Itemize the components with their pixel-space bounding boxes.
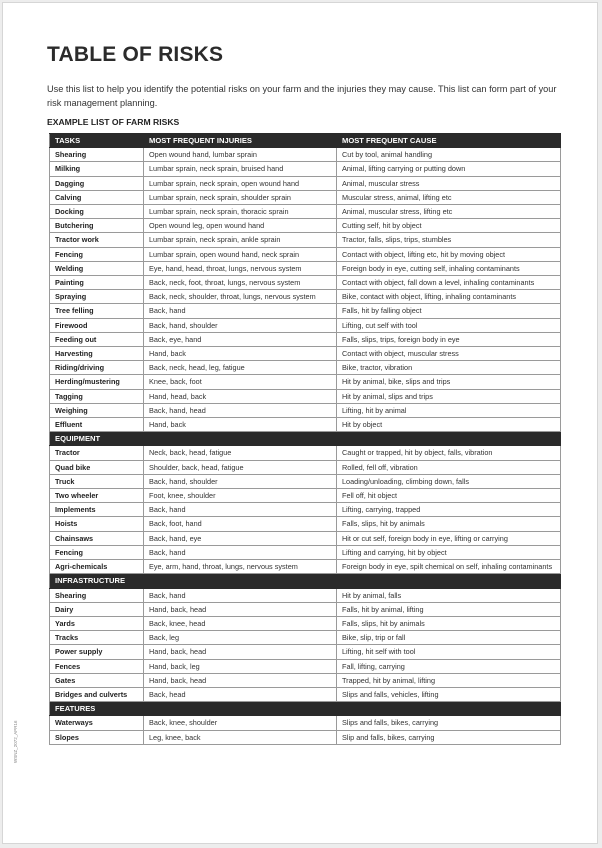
table-row xyxy=(50,460,561,474)
section-title: FEATURES xyxy=(50,702,144,716)
table-row xyxy=(50,474,561,488)
section-title: EQUIPMENT xyxy=(50,432,144,446)
header-cause: MOST FREQUENT CAUSE xyxy=(337,134,561,148)
table-row xyxy=(50,176,561,190)
task-cell: Calving xyxy=(50,190,144,204)
task-cell: Tagging xyxy=(50,389,144,403)
table-body xyxy=(50,148,561,745)
cause-cell: Contact with object, muscular stress xyxy=(337,347,561,361)
header-tasks: TASKS xyxy=(50,134,144,148)
injuries-cell: Back, neck, foot, throat, lungs, nervous system xyxy=(144,276,337,290)
cause-cell: Fell off, hit object xyxy=(337,489,561,503)
cause-cell: Fall, lifting, carrying xyxy=(337,659,561,673)
injuries-cell: Hand, back, leg xyxy=(144,659,337,673)
cause-cell: Bike, contact with object, lifting, inhaling contaminants xyxy=(337,290,561,304)
task-cell: Butchering xyxy=(50,219,144,233)
table-row xyxy=(50,503,561,517)
task-cell: Tractor xyxy=(50,446,144,460)
table-row xyxy=(50,673,561,687)
cause-cell: Animal, muscular stress xyxy=(337,176,561,190)
table-row xyxy=(50,318,561,332)
header-injuries: MOST FREQUENT INJURIES xyxy=(144,134,337,148)
table-row xyxy=(50,716,561,730)
injuries-cell: Hand, back, head xyxy=(144,602,337,616)
task-cell: Quad bike xyxy=(50,460,144,474)
task-cell: Hoists xyxy=(50,517,144,531)
injuries-cell: Open wound leg, open wound hand xyxy=(144,219,337,233)
cause-cell: Foreign body in eye, cutting self, inhaling contaminants xyxy=(337,261,561,275)
cause-cell: Falls, hit by animal, lifting xyxy=(337,602,561,616)
table-row xyxy=(50,261,561,275)
injuries-cell: Back, hand, eye xyxy=(144,531,337,545)
document-code: WSNZ_2072_APR16 xyxy=(13,720,18,763)
injuries-cell: Back, hand, shoulder xyxy=(144,318,337,332)
task-cell: Chainsaws xyxy=(50,531,144,545)
cause-cell: Cutting self, hit by object xyxy=(337,219,561,233)
cause-cell: Hit by animal, bike, slips and trips xyxy=(337,375,561,389)
table-row xyxy=(50,531,561,545)
cause-cell: Hit or cut self, foreign body in eye, lifting or carrying xyxy=(337,531,561,545)
table-row xyxy=(50,489,561,503)
injuries-cell: Back, leg xyxy=(144,631,337,645)
injuries-cell: Hand, back xyxy=(144,418,337,432)
task-cell: Tree felling xyxy=(50,304,144,318)
cause-cell: Lifting and carrying, hit by object xyxy=(337,545,561,559)
table-row xyxy=(50,616,561,630)
task-cell: Docking xyxy=(50,205,144,219)
table-subheading: EXAMPLE LIST OF FARM RISKS xyxy=(47,117,180,127)
task-cell: Dagging xyxy=(50,176,144,190)
injuries-cell: Hand, head, back xyxy=(144,389,337,403)
table-row xyxy=(50,304,561,318)
task-cell: Agri-chemicals xyxy=(50,560,144,574)
task-cell: Power supply xyxy=(50,645,144,659)
cause-cell: Foreign body in eye, spilt chemical on self, inhaling contaminants xyxy=(337,560,561,574)
injuries-cell: Open wound hand, lumbar sprain xyxy=(144,148,337,162)
cause-cell: Hit by object xyxy=(337,418,561,432)
task-cell: Firewood xyxy=(50,318,144,332)
task-cell: Tractor work xyxy=(50,233,144,247)
injuries-cell: Shoulder, back, head, fatigue xyxy=(144,460,337,474)
injuries-cell: Back, neck, head, leg, fatigue xyxy=(144,361,337,375)
cause-cell: Caught or trapped, hit by object, falls, vibration xyxy=(337,446,561,460)
section-header-empty-cell xyxy=(337,574,561,588)
table-row xyxy=(50,517,561,531)
table-row xyxy=(50,276,561,290)
injuries-cell: Eye, arm, hand, throat, lungs, nervous system xyxy=(144,560,337,574)
intro-paragraph: Use this list to help you identify the potential risks on your farm and the injuries they may cause. This list can form part of your risk management planning. xyxy=(47,84,557,108)
task-cell: Herding/mustering xyxy=(50,375,144,389)
task-cell: Shearing xyxy=(50,588,144,602)
section-header-empty-cell xyxy=(144,432,337,446)
table-row xyxy=(50,659,561,673)
section-header-empty-cell xyxy=(337,702,561,716)
task-cell: Riding/driving xyxy=(50,361,144,375)
injuries-cell: Hand, back, head xyxy=(144,673,337,687)
task-cell: Tracks xyxy=(50,631,144,645)
task-cell: Fencing xyxy=(50,545,144,559)
table-row xyxy=(50,602,561,616)
cause-cell: Slip and falls, bikes, carrying xyxy=(337,730,561,744)
table-row xyxy=(50,545,561,559)
table-row xyxy=(50,375,561,389)
injuries-cell: Neck, back, head, fatigue xyxy=(144,446,337,460)
section-header-empty-cell xyxy=(337,432,561,446)
injuries-cell: Back, hand, shoulder xyxy=(144,474,337,488)
injuries-cell: Lumbar sprain, neck sprain, bruised hand xyxy=(144,162,337,176)
table-row xyxy=(50,190,561,204)
task-cell: Harvesting xyxy=(50,347,144,361)
section-header-empty-cell xyxy=(144,574,337,588)
injuries-cell: Leg, knee, back xyxy=(144,730,337,744)
table-row xyxy=(50,446,561,460)
table-row xyxy=(50,631,561,645)
table-row xyxy=(50,389,561,403)
cause-cell: Hit by animal, falls xyxy=(337,588,561,602)
injuries-cell: Back, hand xyxy=(144,545,337,559)
cause-cell: Lifting, hit by animal xyxy=(337,403,561,417)
cause-cell: Cut by tool, animal handling xyxy=(337,148,561,162)
cause-cell: Contact with object, fall down a level, inhaling contaminants xyxy=(337,276,561,290)
section-header-empty-cell xyxy=(144,702,337,716)
injuries-cell: Hand, back xyxy=(144,347,337,361)
cause-cell: Falls, slips, trips, foreign body in eye xyxy=(337,332,561,346)
injuries-cell: Back, knee, shoulder xyxy=(144,716,337,730)
cause-cell: Falls, hit by falling object xyxy=(337,304,561,318)
page-title: TABLE OF RISKS xyxy=(47,43,224,66)
table-row xyxy=(50,645,561,659)
cause-cell: Falls, slips, hit by animals xyxy=(337,517,561,531)
section-header-row xyxy=(50,432,561,446)
task-cell: Bridges and culverts xyxy=(50,687,144,701)
table-row xyxy=(50,148,561,162)
injuries-cell: Back, hand xyxy=(144,588,337,602)
injuries-cell: Lumbar sprain, neck sprain, ankle sprain xyxy=(144,233,337,247)
task-cell: Milking xyxy=(50,162,144,176)
table-row xyxy=(50,730,561,744)
cause-cell: Falls, slips, hit by animals xyxy=(337,616,561,630)
injuries-cell: Back, hand xyxy=(144,304,337,318)
table-row xyxy=(50,403,561,417)
task-cell: Painting xyxy=(50,276,144,290)
task-cell: Dairy xyxy=(50,602,144,616)
table-row xyxy=(50,687,561,701)
injuries-cell: Foot, knee, shoulder xyxy=(144,489,337,503)
task-cell: Fences xyxy=(50,659,144,673)
injuries-cell: Lumbar sprain, open wound hand, neck sprain xyxy=(144,247,337,261)
cause-cell: Bike, slip, trip or fall xyxy=(337,631,561,645)
cause-cell: Slips and falls, vehicles, lifting xyxy=(337,687,561,701)
task-cell: Gates xyxy=(50,673,144,687)
injuries-cell: Knee, back, foot xyxy=(144,375,337,389)
cause-cell: Trapped, hit by animal, lifting xyxy=(337,673,561,687)
cause-cell: Lifting, cut self with tool xyxy=(337,318,561,332)
risks-table xyxy=(49,133,561,745)
table-row xyxy=(50,219,561,233)
injuries-cell: Back, neck, shoulder, throat, lungs, nervous system xyxy=(144,290,337,304)
cause-cell: Bike, tractor, vibration xyxy=(337,361,561,375)
cause-cell: Lifting, hit self with tool xyxy=(337,645,561,659)
section-title: INFRASTRUCTURE xyxy=(50,574,144,588)
injuries-cell: Back, hand, head xyxy=(144,403,337,417)
injuries-cell: Back, eye, hand xyxy=(144,332,337,346)
task-cell: Weighing xyxy=(50,403,144,417)
table-row xyxy=(50,418,561,432)
task-cell: Feeding out xyxy=(50,332,144,346)
task-cell: Shearing xyxy=(50,148,144,162)
injuries-cell: Lumbar sprain, neck sprain, thoracic sprain xyxy=(144,205,337,219)
task-cell: Fencing xyxy=(50,247,144,261)
cause-cell: Tractor, falls, slips, trips, stumbles xyxy=(337,233,561,247)
cause-cell: Animal, muscular stress, lifting etc xyxy=(337,205,561,219)
table-row xyxy=(50,162,561,176)
injuries-cell: Back, head xyxy=(144,687,337,701)
injuries-cell: Eye, hand, head, throat, lungs, nervous system xyxy=(144,261,337,275)
table-header-row xyxy=(50,134,561,148)
section-header-row xyxy=(50,574,561,588)
task-cell: Two wheeler xyxy=(50,489,144,503)
table-row xyxy=(50,290,561,304)
injuries-cell: Lumbar sprain, neck sprain, shoulder sprain xyxy=(144,190,337,204)
injuries-cell: Lumbar sprain, neck sprain, open wound hand xyxy=(144,176,337,190)
injuries-cell: Back, hand xyxy=(144,503,337,517)
cause-cell: Lifting, carrying, trapped xyxy=(337,503,561,517)
task-cell: Spraying xyxy=(50,290,144,304)
injuries-cell: Hand, back, head xyxy=(144,645,337,659)
cause-cell: Rolled, fell off, vibration xyxy=(337,460,561,474)
table-row xyxy=(50,332,561,346)
task-cell: Waterways xyxy=(50,716,144,730)
cause-cell: Muscular stress, animal, lifting etc xyxy=(337,190,561,204)
task-cell: Slopes xyxy=(50,730,144,744)
task-cell: Yards xyxy=(50,616,144,630)
table-row xyxy=(50,588,561,602)
table-row xyxy=(50,361,561,375)
task-cell: Welding xyxy=(50,261,144,275)
injuries-cell: Back, foot, hand xyxy=(144,517,337,531)
injuries-cell: Back, knee, head xyxy=(144,616,337,630)
cause-cell: Hit by animal, slips and trips xyxy=(337,389,561,403)
table-row xyxy=(50,560,561,574)
task-cell: Effluent xyxy=(50,418,144,432)
table-row xyxy=(50,205,561,219)
cause-cell: Slips and falls, bikes, carrying xyxy=(337,716,561,730)
cause-cell: Loading/unloading, climbing down, falls xyxy=(337,474,561,488)
table-row xyxy=(50,247,561,261)
cause-cell: Animal, lifting carrying or putting down xyxy=(337,162,561,176)
task-cell: Implements xyxy=(50,503,144,517)
table-row xyxy=(50,233,561,247)
document-page xyxy=(2,2,598,844)
table-row xyxy=(50,347,561,361)
task-cell: Truck xyxy=(50,474,144,488)
section-header-row xyxy=(50,702,561,716)
cause-cell: Contact with object, lifting etc, hit by moving object xyxy=(337,247,561,261)
